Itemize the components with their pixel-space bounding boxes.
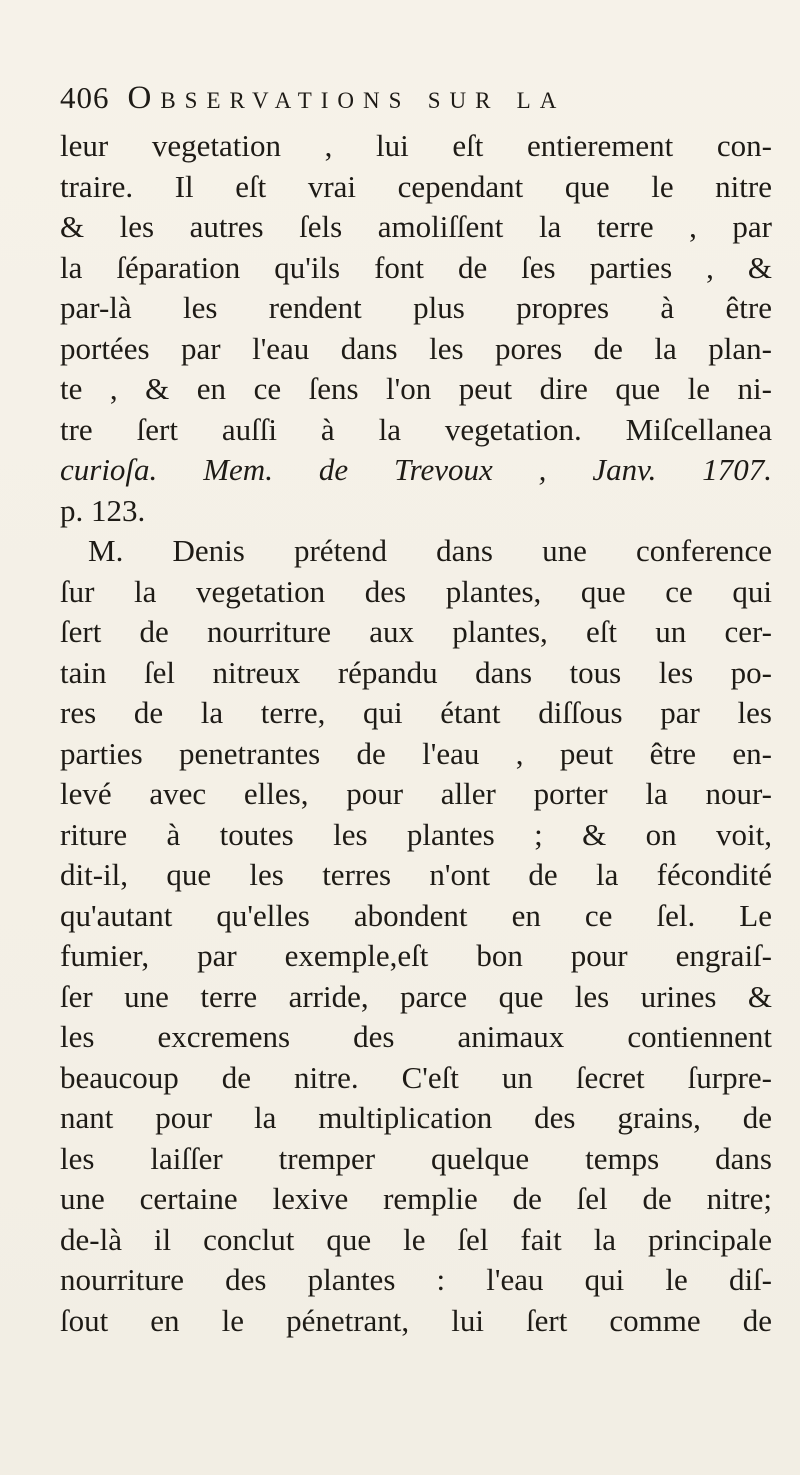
text-line: ſur la vegetation des plantes, que ce qui bbox=[60, 573, 772, 609]
text-line: une certaine lexive remplie de ſel de nitre; bbox=[60, 1181, 772, 1216]
paragraph-start-line: M. Denis prétend dans une conference bbox=[88, 533, 772, 568]
text-line: levé avec elles, pour aller porter la nour- bbox=[60, 776, 772, 811]
text-line: & les autres ſels amoliſſent la terre , par bbox=[60, 209, 772, 244]
text-line: nourriture des plantes : l'eau qui le diſ- bbox=[60, 1262, 772, 1297]
text-line-citation: curioſa. Mem. de Trevoux , Janv. 1707. bbox=[60, 452, 772, 487]
text-line: res de la terre, qui étant diſſous par les bbox=[60, 695, 772, 730]
text-line: dit-il, que les terres n'ont de la fécondité bbox=[60, 857, 772, 892]
text-line: ſout en le pénetrant, lui ſert comme de bbox=[60, 1302, 772, 1338]
running-title: Observations sur la bbox=[127, 80, 566, 116]
text-line: ſer une terre arride, parce que les urines & bbox=[60, 978, 772, 1014]
text-line: ſert de nourriture aux plantes, eſt un cer- bbox=[60, 614, 772, 649]
text-line: la ſéparation qu'ils font de ſes parties , & bbox=[60, 249, 772, 285]
text-line: tre ſert auſſi à la vegetation. Miſcellanea bbox=[60, 411, 772, 447]
text-line: portées par l'eau dans les pores de la plan- bbox=[60, 330, 772, 366]
page-header bbox=[60, 80, 760, 130]
text-line: nant pour la multiplication des grains, de bbox=[60, 1100, 772, 1135]
text-line: te , & en ce ſens l'on peut dire que le ni- bbox=[60, 371, 772, 406]
text-line: beaucoup de nitre. C'eſt un ſecret ſurpre- bbox=[60, 1059, 772, 1095]
text-line: leur vegetation , lui eſt entierement con- bbox=[60, 128, 772, 163]
page-number: 406 bbox=[60, 80, 110, 115]
body-text bbox=[60, 126, 772, 1341]
text-line: traire. Il eſt vrai cependant que le nitre bbox=[60, 168, 772, 204]
text-line: par-là les rendent plus propres à être bbox=[60, 290, 772, 325]
text-line: de-là il conclut que le ſel fait la principale bbox=[60, 1221, 772, 1257]
text-line: les excremens des animaux contiennent bbox=[60, 1019, 772, 1054]
text-line: fumier, par exemple,eſt bon pour engraiſ- bbox=[60, 938, 772, 973]
text-line: riture à toutes les plantes ; & on voit, bbox=[60, 816, 772, 852]
text-line: tain ſel nitreux répandu dans tous les po- bbox=[60, 654, 772, 690]
text-line: parties penetrantes de l'eau , peut être en- bbox=[60, 735, 772, 771]
text-line: les laiſſer tremper quelque temps dans bbox=[60, 1140, 772, 1176]
text-line: qu'autant qu'elles abondent en ce ſel. Le bbox=[60, 897, 772, 933]
text-line: p. 123. bbox=[60, 492, 146, 528]
